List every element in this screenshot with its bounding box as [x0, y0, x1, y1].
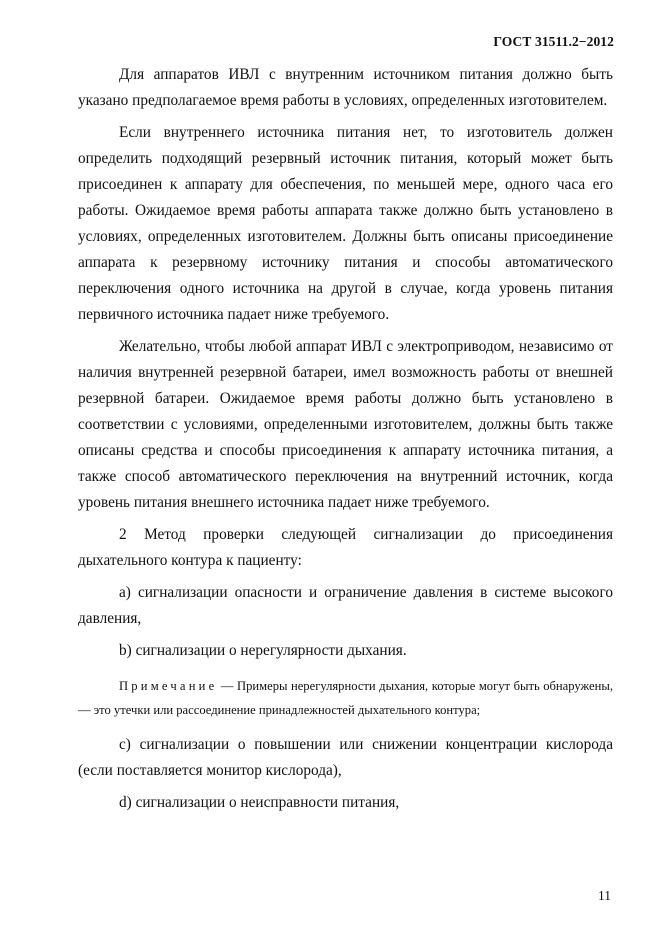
note-label: Примечание [119, 679, 218, 693]
list-item-b: b) сигнализации о нерегулярности дыхания. [119, 642, 407, 659]
paragraph-external-battery: Желательно, чтобы любой аппарат ИВЛ с электроприводом, независимо от наличия внутренней резервной батареи, имел возможность работы от внешней резервной батареи. Ожидаемое время работы должно быть установлено в соответствии с условиями, определенными изготовителем, должны быть также описаны средства и способы присоединения к аппарату источника питания, а также способ автоматического переключения на внутренний источник, когда уровень питания внешнего источника падает ниже требуемого. [78, 338, 613, 511]
note-block [78, 674, 613, 722]
document-code-header: ГОСТ 31511.2−2012 [493, 34, 614, 49]
list-item-a: a) сигнализации опасности и ограничение давления в системе высокого давления, [78, 584, 613, 627]
note-text: — Примеры нерегулярности дыхания, которые могут быть обнаружены, — это утечки или рассоединение принадлежностей дыхательного контура; [78, 679, 613, 717]
paragraph-alarm-test-method: 2 Метод проверки следующей сигнализации до присоединения дыхательного контура к пациенту: [78, 526, 613, 569]
paragraph-internal-power: Для аппаратов ИВЛ с внутренним источником питания должно быть указано предполагаемое время работы в условиях, определенных изготовителем. [78, 66, 613, 109]
page-body [78, 62, 613, 822]
paragraph-backup-source: Если внутреннего источника питания нет, то изготовитель должен определить подходящий резервный источник питания, который может быть присоединен к аппарату для обеспечения, по меньшей мере, одного часа его работы. Ожидаемое время работы аппарата также должно быть установлено в условиях, определенных изготовителем. Должны быть описаны присоединение аппарата к резервному источнику питания и способы автоматического переключения одного источника на другой в случае, когда уровень питания первичного источника падает ниже требуемого. [78, 124, 613, 323]
page-number: 11 [598, 888, 611, 903]
list-item-d: d) сигнализации о неисправности питания, [119, 794, 400, 811]
list-item-c: c) сигнализации о повышении или снижении концентрации кислорода (если поставляется монитор кислорода), [78, 736, 613, 779]
